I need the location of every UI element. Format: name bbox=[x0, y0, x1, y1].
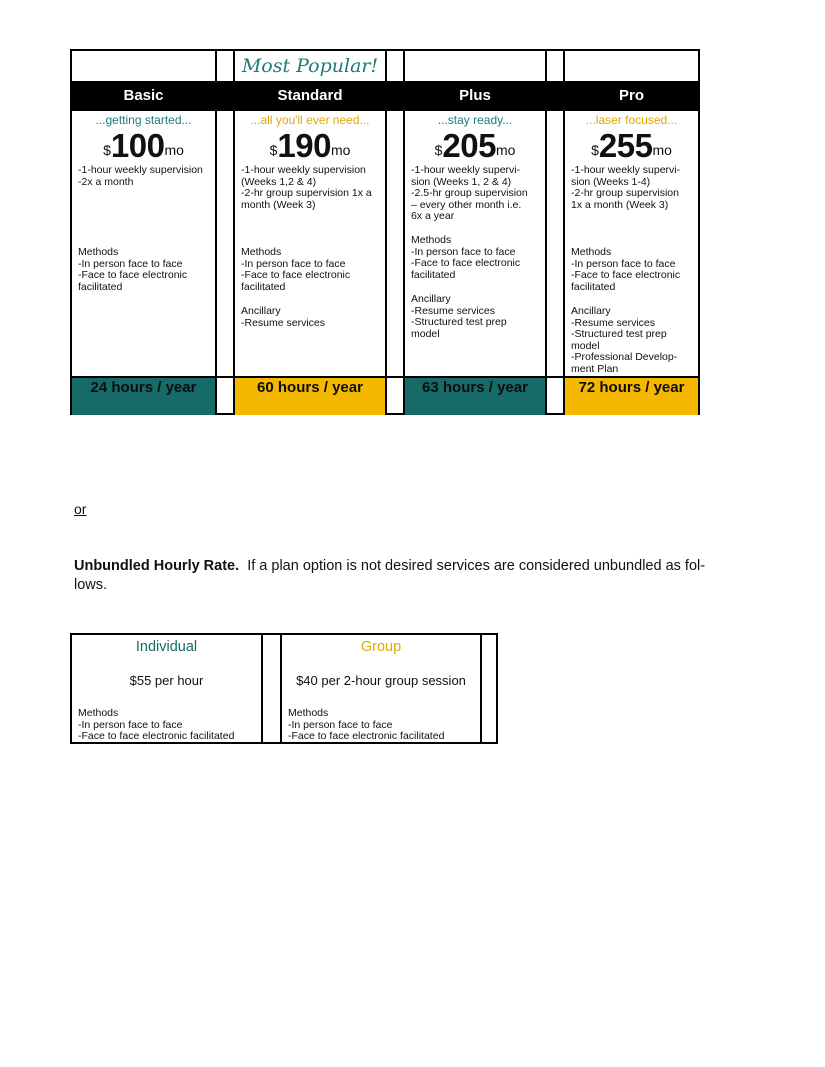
pricing-table bbox=[70, 49, 700, 415]
plan-header-pro: Pro bbox=[565, 81, 698, 111]
group-title: Group bbox=[360, 639, 402, 655]
plan-tagline-basic: ...getting started... bbox=[95, 113, 192, 127]
price-amount: 255 bbox=[598, 127, 653, 164]
plan-features-plus: -1-hour weekly supervi- sion (Weeks 1, 2 & 4) -2.5-hr group supervision – every other month i.e. 6x a year bbox=[411, 164, 528, 223]
group-rate: $40 per 2-hour group session bbox=[296, 673, 466, 688]
plan-methods-standard: Methods -In person face to face -Face to face electronic facilitated bbox=[241, 246, 351, 293]
plan-methods-plus: Methods -In person face to face -Face to face electronic facilitated bbox=[411, 234, 521, 281]
price-amount: 190 bbox=[277, 127, 331, 164]
unbundled-paragraph bbox=[74, 557, 734, 595]
plan-tagline-pro: ...laser focused... bbox=[585, 113, 678, 127]
header-spacer bbox=[387, 81, 403, 111]
plan-features-basic: -1-hour weekly supervision -2x a month bbox=[78, 164, 203, 188]
plan-price-plus bbox=[405, 127, 545, 163]
price-period: mo bbox=[330, 142, 351, 158]
plan-hours-basic: 24 hours / year bbox=[72, 378, 215, 415]
plan-price-pro bbox=[565, 127, 698, 163]
individual-methods: Methods -In person face to face -Face to face electronic facilitated bbox=[78, 707, 235, 743]
plan-methods-basic: Methods -In person face to face -Face to face electronic facilitated bbox=[78, 246, 188, 293]
plan-header-plus: Plus bbox=[405, 81, 545, 111]
individual-title: Individual bbox=[135, 639, 198, 655]
plan-price-basic bbox=[72, 127, 215, 163]
column-divider bbox=[480, 635, 482, 742]
individual-rate: $55 per hour bbox=[129, 673, 204, 688]
plan-hours-standard: 60 hours / year bbox=[235, 378, 385, 415]
column-divider bbox=[261, 635, 263, 742]
plan-methods-pro: Methods -In person face to face -Face to face electronic facilitated bbox=[571, 246, 681, 293]
price-period: mo bbox=[164, 142, 184, 158]
hourly-rate-table bbox=[70, 633, 498, 744]
price-period: mo bbox=[652, 142, 672, 158]
price-amount: 100 bbox=[110, 127, 165, 164]
unbundled-heading: Unbundled Hourly Rate. bbox=[74, 558, 240, 574]
plan-header-standard: Standard bbox=[235, 81, 385, 111]
price-period: mo bbox=[495, 142, 516, 158]
group-methods: Methods -In person face to face -Face to face electronic facilitated bbox=[288, 707, 445, 743]
plan-ancillary-pro: Ancillary -Resume services -Structured test prep model -Professional Develop- ment Plan bbox=[571, 305, 678, 375]
most-popular-label: Most Popular! bbox=[241, 55, 379, 77]
plan-hours-pro: 72 hours / year bbox=[565, 378, 698, 415]
currency-symbol: $ bbox=[591, 142, 599, 158]
currency-symbol: $ bbox=[103, 142, 111, 158]
or-separator-text: or bbox=[74, 501, 87, 517]
currency-symbol: $ bbox=[434, 142, 443, 158]
plan-hours-plus: 63 hours / year bbox=[405, 378, 545, 415]
plan-features-pro: -1-hour weekly supervi- sion (Weeks 1-4) -2-hr group supervision 1x a month (Week 3) bbox=[571, 164, 681, 211]
plan-price-standard bbox=[235, 127, 385, 163]
plan-ancillary-standard: Ancillary -Resume services bbox=[241, 305, 326, 329]
plan-ancillary-plus: Ancillary -Resume services -Structured test prep model bbox=[411, 293, 507, 340]
header-spacer bbox=[547, 81, 563, 111]
plan-tagline-plus: ...stay ready... bbox=[437, 113, 513, 127]
header-spacer bbox=[217, 81, 233, 111]
plan-features-standard: -1-hour weekly supervision (Weeks 1,2 & 4) -2-hr group supervision 1x a month (Week 3) bbox=[241, 164, 372, 211]
price-amount: 205 bbox=[442, 127, 496, 164]
plan-header-basic: Basic bbox=[72, 81, 215, 111]
currency-symbol: $ bbox=[269, 142, 278, 158]
unbundled-text: If a plan option is not desired services are considered unbundled as fol-lows. bbox=[74, 558, 706, 593]
plan-tagline-standard: ...all you'll ever need... bbox=[250, 113, 370, 127]
